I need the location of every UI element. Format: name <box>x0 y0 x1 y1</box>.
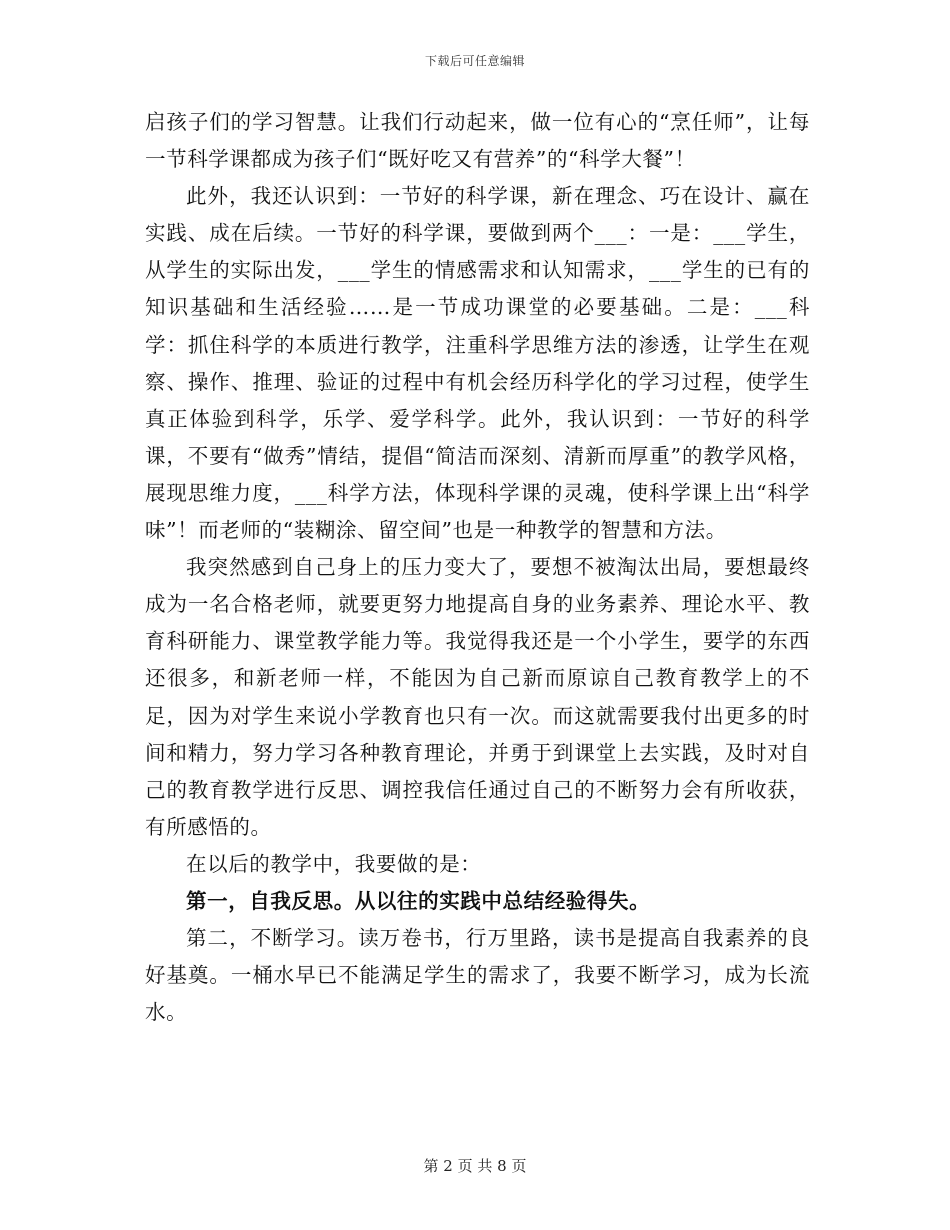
paragraph-good-science-class: 此外，我还认识到：一节好的科学课，新在理念、巧在设计、赢在实践、成在后续。一节好的科学课，要做到两个___：一是：___学生，从学生的实际出发，___学生的情感需求和认知需求，___学生的已有的知识基础和生活经验……是一节成功课堂的必要基础。二是：___科学：抓住科学的本质进行教学，注重科学思维方法的渗透，让学生在观察、操作、推理、验证的过程中有机会经历科学化的学习过程，使学生真正体验到科学，乐学、爱学科学。此外，我认识到：一节好的科学课，不要有“做秀”情结，提倡“简洁而深刻、清新而厚重”的教学风格，展现思维力度，___科学方法，体现科学课的灵魂，使科学课上出“科学味”！而老师的“装糊涂、留空间”也是一种教学的智慧和方法。 <box>145 184 810 543</box>
paragraph-self-pressure: 我突然感到自己身上的压力变大了，要想不被淘汰出局，要想最终成为一名合格老师，就要更努力地提高自身的业务素养、理论水平、教育科研能力、课堂教学能力等。我觉得我还是一个小学生，要学的东西还很多，和新老师一样，不能因为自己新而原谅自己教育教学上的不足，因为对学生来说小学教育也只有一次。而这就需要我付出更多的时间和精力，努力学习各种教育理论，并勇于到课堂上去实践，及时对自己的教育教学进行反思、调控我信任通过自己的不断努力会有所收获，有所感悟的。 <box>145 555 810 839</box>
paragraph-point-two: 第二，不断学习。读万卷书，行万里路，读书是提高自我素养的良好基奠。一桶水早已不能满足学生的需求了，我要不断学习，成为长流水。 <box>145 926 810 1025</box>
page-header: 下载后可任意编辑 <box>424 54 525 68</box>
paragraph-future-plan-intro: 在以后的教学中，我要做的是： <box>186 851 482 876</box>
paragraph-point-one: 第一，自我反思。从以往的实践中总结经验得失。 <box>186 888 651 913</box>
paragraph-continuation: 启孩子们的学习智慧。让我们行动起来，做一位有心的“烹任师”，让每一节科学课都成为孩子们“既好吃又有营养”的“科学大餐”！ <box>145 110 810 172</box>
document-body <box>145 104 810 1031</box>
page-number: 第 2 页 共 8 页 <box>423 1157 527 1175</box>
